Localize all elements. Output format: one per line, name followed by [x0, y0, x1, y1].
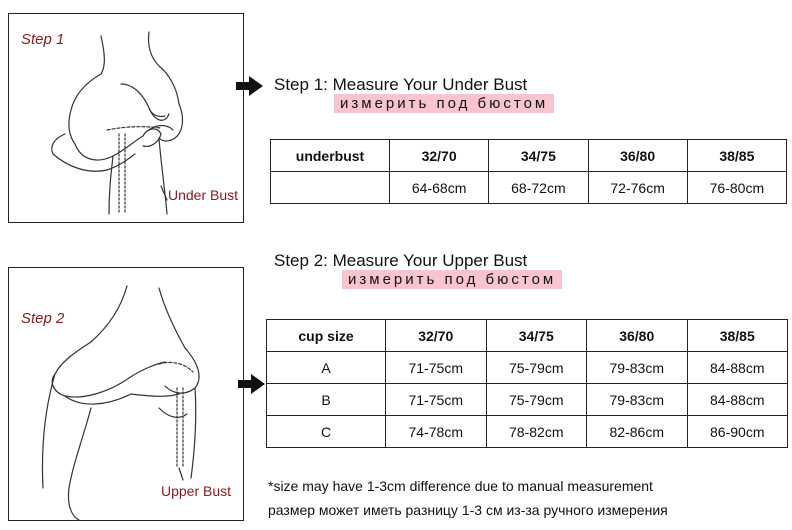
table-row [271, 172, 787, 204]
table-row [267, 416, 788, 448]
under-bust-label: Under Bust [168, 187, 239, 203]
table-cell: B [267, 384, 386, 416]
table-cell: 74-78cm [386, 416, 487, 448]
table-cell: 75-79cm [486, 352, 587, 384]
table-cell: 78-82cm [486, 416, 587, 448]
table-header-cell: 34/75 [486, 320, 587, 352]
step2-title-ru: измерить под бюстом [342, 270, 562, 289]
table-header-cell: 32/70 [390, 140, 489, 172]
table-cell: 72-76cm [588, 172, 687, 204]
step2-panel-label: Step 2 [21, 310, 65, 327]
table-cell: 86-90cm [687, 416, 788, 448]
step1-panel-label: Step 1 [21, 31, 65, 48]
table-cell: 79-83cm [587, 384, 688, 416]
right-arrow-icon [238, 374, 266, 394]
table-cell: 82-86cm [587, 416, 688, 448]
table-cell: A [267, 352, 386, 384]
table-header-cell: 36/80 [587, 320, 688, 352]
right-arrow-icon [236, 76, 264, 96]
table-cell: 79-83cm [587, 352, 688, 384]
step2-title: Step 2: Measure Your Upper Bust [274, 251, 528, 270]
table-cell: 75-79cm [486, 384, 587, 416]
table-cell: 84-88cm [687, 352, 788, 384]
table-cell: 71-75cm [386, 352, 487, 384]
table-cell: 64-68cm [390, 172, 489, 204]
table-header-cell: cup size [267, 320, 386, 352]
upper-bust-label: Upper Bust [161, 483, 232, 499]
size-note-ru: размер может иметь разницу 1-3 см из-за ручного измерения [268, 502, 668, 518]
table-header-cell: 36/80 [588, 140, 687, 172]
table-header-cell: 32/70 [386, 320, 487, 352]
step2-illustration-panel [8, 267, 244, 521]
table-header-cell: 38/85 [687, 140, 786, 172]
table-row [267, 384, 788, 416]
cup-size-table [266, 319, 788, 448]
size-note-en: *size may have 1-3cm difference due to manual measurement [268, 478, 653, 494]
table-header-cell: 38/85 [687, 320, 788, 352]
table-cell: 68-72cm [489, 172, 588, 204]
table-header-cell: 34/75 [489, 140, 588, 172]
table-cell: 76-80cm [687, 172, 786, 204]
table-cell [271, 172, 390, 204]
step1-illustration-panel [8, 13, 244, 223]
step1-title: Step 1: Measure Your Under Bust [274, 75, 528, 94]
step1-title-ru: измерить под бюстом [334, 94, 554, 113]
table-header-cell: underbust [271, 140, 390, 172]
table-cell: 84-88cm [687, 384, 788, 416]
table-cell: 71-75cm [386, 384, 487, 416]
table-header-row [267, 320, 788, 352]
underbust-size-table [270, 139, 787, 204]
table-row [267, 352, 788, 384]
table-header-row [271, 140, 787, 172]
table-cell: C [267, 416, 386, 448]
